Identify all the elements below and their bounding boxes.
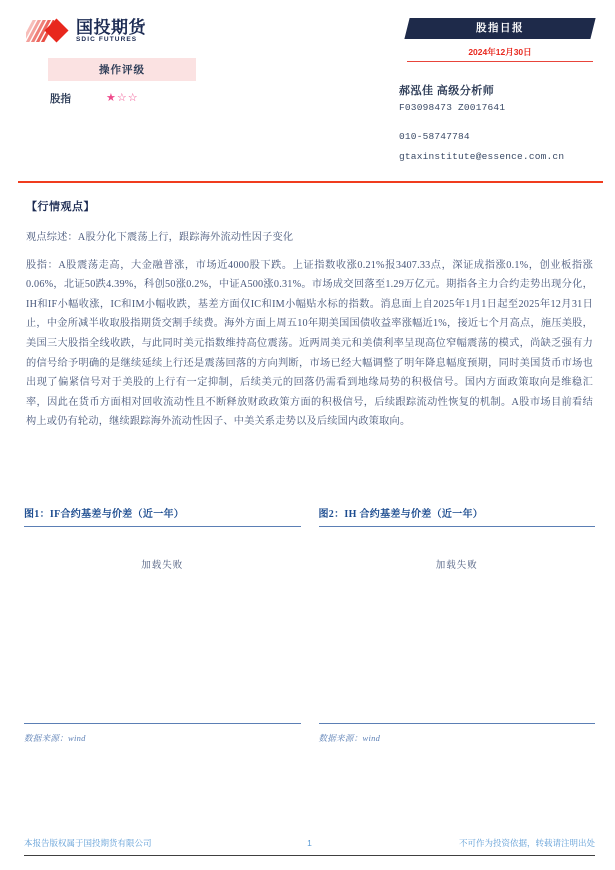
chart-title-1: 图1：IF合约基差与价差（近一年） <box>24 505 301 527</box>
footer-copyright: 本报告版权属于国投期货有限公司 <box>24 838 152 848</box>
chart-load-failed-2: 加载失败 <box>435 561 478 571</box>
report-title: 股指日报 <box>476 23 524 34</box>
report-footer <box>24 837 595 856</box>
footer-row <box>24 837 595 855</box>
report-date: 2024年12月30日 <box>407 46 593 62</box>
chart-panel-if <box>24 505 301 744</box>
summary-paragraph: 观点综述：A股分化下震荡上行，跟踪海外流动性因子变化 <box>26 232 294 243</box>
market-view-section <box>26 198 593 440</box>
analyst-info <box>399 82 605 162</box>
analyst-email: gtaxinstitute@essence.com.cn <box>399 151 565 162</box>
logo-text <box>76 18 146 44</box>
section-title: 【行情观点】 <box>26 201 95 213</box>
analyst-name: 郝泓佳 高级分析师 <box>399 85 495 97</box>
chart-row <box>24 505 595 744</box>
analyst-phone: 010-58747784 <box>399 131 470 142</box>
footer-disclaimer: 不可作为投资依据，转载请注明出处 <box>459 838 596 848</box>
rating-row <box>48 91 196 106</box>
analyst-certificates: F03098473 Z0017641 <box>399 102 506 113</box>
logo-company-name-cn: 国投期货 <box>76 18 146 37</box>
chart-load-failed-1: 加载失败 <box>141 561 184 571</box>
rating-stars: ★☆☆ <box>106 92 139 104</box>
logo-mark-icon <box>26 18 72 44</box>
chart-source-2: 数据来源：wind <box>319 723 596 744</box>
footer-divider <box>24 855 595 856</box>
chart-body-2 <box>319 527 596 723</box>
chart-panel-ih <box>319 505 596 744</box>
analysis-paragraph: 股指：A股震荡走高，大金融普涨，市场近4000股下跌。上证指数收涨0.21%报3407.33点，深证成指涨0.1%，创业板指涨0.06%，北证50跌4.39%，科创50涨0.2%，中证A500涨0.31%。市场成交回落至1.29万亿元。期指各主力合约走势出现分化，IH和IF小幅收涨，IC和IM小幅收跌，基差方面仅IC和IM小幅贴水标的指数。消息面上自2025年1月1日起至2025年12月31日止，中金所减半收取股指期货交割手续费。海外方面上周五10年期美国国债收益率涨幅近1%，接近七个月高点，施压美股，美国三大股指全线收跌，与此同时美元指数维持高位震荡。近两周美元和美债利率呈现高位窄幅震荡的模式，尚缺乏强有力的信号给予明确的是继续延续上行还是震荡回落的方向判断，市场已经大幅调整了明年降息幅度预期，同时美国货币市场也出现了偏紧信号对于美股的上行有一定抑制，后续美元的回落仍需看到地缘局势的积极信号。国内方面政策取向是维稳汇率，因此在货币方面相对回收流动性且不断释放财政政策方面的积极信号，后续跟踪流动性恢复的机制。A股市场目前看结构上或仍有轮动，继续跟踪海外流动性因子、中美关系走势以及后续国内政策取向。 <box>26 259 593 428</box>
logo-company-name-en: SDIC FUTURES <box>76 36 138 43</box>
rating-instrument-label: 股指 <box>50 94 71 105</box>
chart-source-1: 数据来源：wind <box>24 723 301 744</box>
footer-page-number: 1 <box>307 838 312 848</box>
company-logo <box>26 18 146 44</box>
operation-rating-heading: 操作评级 <box>48 58 196 81</box>
header-divider <box>18 181 603 183</box>
operation-rating-box <box>48 58 196 106</box>
chart-title-2: 图2：IH 合约基差与价差（近一年） <box>319 505 596 527</box>
chart-body-1 <box>24 527 301 723</box>
report-header <box>0 0 615 178</box>
report-title-banner <box>404 18 595 39</box>
